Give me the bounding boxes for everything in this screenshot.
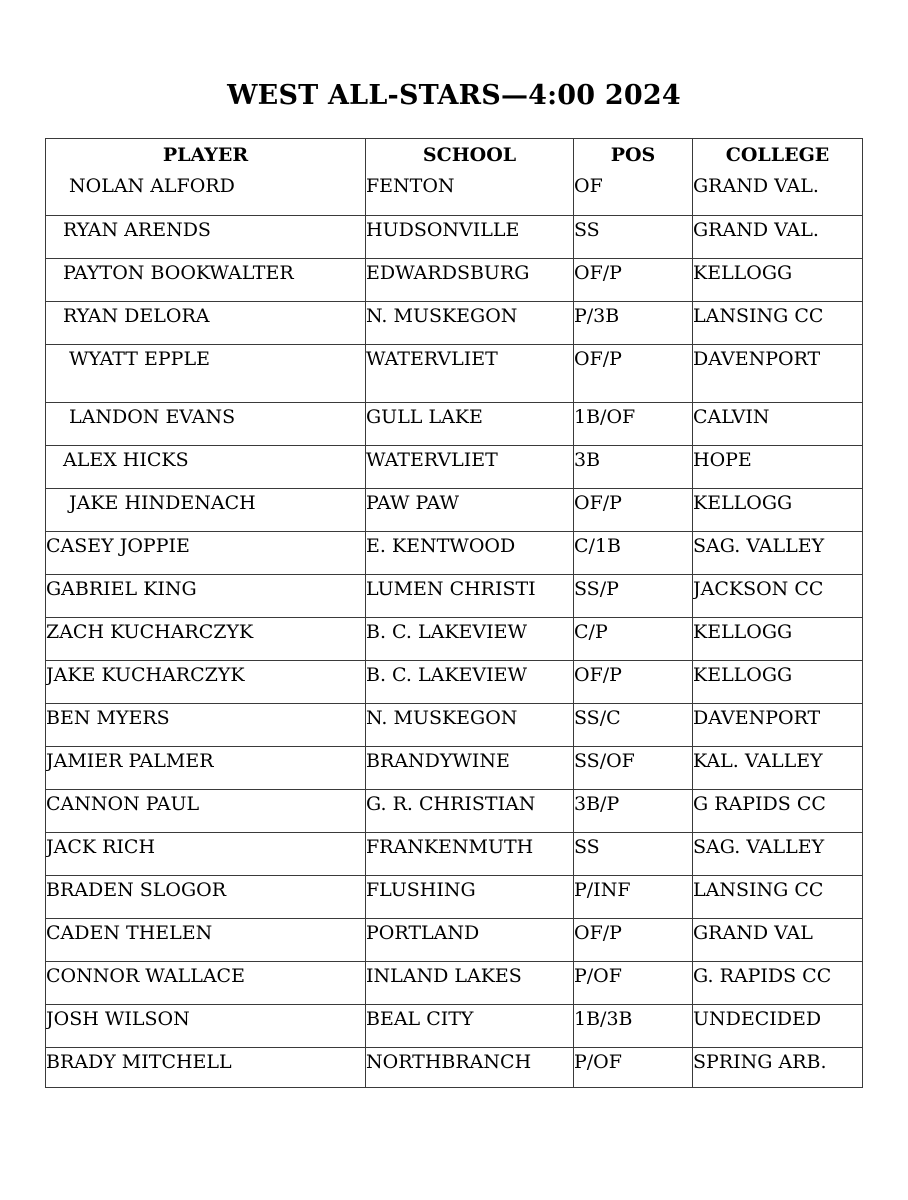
pos-cell: SS/P <box>574 574 693 617</box>
college-cell: KELLOGG <box>693 617 863 660</box>
school-cell: HUDSONVILLE <box>366 215 574 258</box>
table-row <box>46 918 863 961</box>
pos-cell: OF/P <box>574 488 693 531</box>
player-cell: JOSH WILSON <box>46 1004 366 1047</box>
player-cell: BRADY MITCHELL <box>46 1047 366 1087</box>
header-player: PLAYER <box>46 139 366 173</box>
player-cell: GABRIEL KING <box>46 574 366 617</box>
table-row <box>46 402 863 445</box>
table-row <box>46 215 863 258</box>
pos-cell: P/OF <box>574 1047 693 1087</box>
pos-cell: P/INF <box>574 875 693 918</box>
school-cell: N. MUSKEGON <box>366 301 574 344</box>
player-cell: WYATT EPPLE <box>46 344 366 402</box>
pos-cell: OF/P <box>574 344 693 402</box>
school-cell: FENTON <box>366 172 574 215</box>
school-cell: BRANDYWINE <box>366 746 574 789</box>
school-cell: N. MUSKEGON <box>366 703 574 746</box>
table-row <box>46 961 863 1004</box>
pos-cell: SS <box>574 215 693 258</box>
school-cell: GULL LAKE <box>366 402 574 445</box>
player-cell: RYAN DELORA <box>46 301 366 344</box>
player-cell: CANNON PAUL <box>46 789 366 832</box>
college-cell: DAVENPORT <box>693 703 863 746</box>
college-cell: GRAND VAL <box>693 918 863 961</box>
player-cell: NOLAN ALFORD <box>46 172 366 215</box>
player-cell: CADEN THELEN <box>46 918 366 961</box>
player-cell: JAKE HINDENACH <box>46 488 366 531</box>
header-pos: POS <box>574 139 693 173</box>
table-row <box>46 1004 863 1047</box>
pos-cell: SS/C <box>574 703 693 746</box>
pos-cell: OF <box>574 172 693 215</box>
header-row <box>46 139 863 173</box>
college-cell: SAG. VALLEY <box>693 531 863 574</box>
table-row <box>46 258 863 301</box>
college-cell: CALVIN <box>693 402 863 445</box>
header-college: COLLEGE <box>693 139 863 173</box>
college-cell: DAVENPORT <box>693 344 863 402</box>
table-row <box>46 344 863 402</box>
player-cell: RYAN ARENDS <box>46 215 366 258</box>
school-cell: FLUSHING <box>366 875 574 918</box>
player-cell: BEN MYERS <box>46 703 366 746</box>
school-cell: WATERVLIET <box>366 445 574 488</box>
college-cell: KAL. VALLEY <box>693 746 863 789</box>
table-row <box>46 832 863 875</box>
pos-cell: P/3B <box>574 301 693 344</box>
college-cell: KELLOGG <box>693 258 863 301</box>
school-cell: WATERVLIET <box>366 344 574 402</box>
player-cell: JACK RICH <box>46 832 366 875</box>
school-cell: B. C. LAKEVIEW <box>366 617 574 660</box>
table-row <box>46 617 863 660</box>
pos-cell: OF/P <box>574 660 693 703</box>
player-cell: PAYTON BOOKWALTER <box>46 258 366 301</box>
player-cell: ZACH KUCHARCZYK <box>46 617 366 660</box>
pos-cell: C/1B <box>574 531 693 574</box>
player-cell: JAMIER PALMER <box>46 746 366 789</box>
table-row <box>46 746 863 789</box>
table-row <box>46 660 863 703</box>
college-cell: GRAND VAL. <box>693 215 863 258</box>
pos-cell: 1B/OF <box>574 402 693 445</box>
school-cell: EDWARDSBURG <box>366 258 574 301</box>
pos-cell: SS/OF <box>574 746 693 789</box>
college-cell: G. RAPIDS CC <box>693 961 863 1004</box>
college-cell: KELLOGG <box>693 660 863 703</box>
college-cell: SAG. VALLEY <box>693 832 863 875</box>
school-cell: B. C. LAKEVIEW <box>366 660 574 703</box>
school-cell: FRANKENMUTH <box>366 832 574 875</box>
player-cell: CASEY JOPPIE <box>46 531 366 574</box>
school-cell: LUMEN CHRISTI <box>366 574 574 617</box>
player-cell: JAKE KUCHARCZYK <box>46 660 366 703</box>
pos-cell: OF/P <box>574 258 693 301</box>
college-cell: LANSING CC <box>693 301 863 344</box>
player-cell: CONNOR WALLACE <box>46 961 366 1004</box>
college-cell: LANSING CC <box>693 875 863 918</box>
school-cell: BEAL CITY <box>366 1004 574 1047</box>
pos-cell: C/P <box>574 617 693 660</box>
table-row <box>46 301 863 344</box>
college-cell: SPRING ARB. <box>693 1047 863 1087</box>
table-row <box>46 488 863 531</box>
pos-cell: 3B/P <box>574 789 693 832</box>
table-row <box>46 531 863 574</box>
college-cell: G RAPIDS CC <box>693 789 863 832</box>
player-cell: LANDON EVANS <box>46 402 366 445</box>
table-row <box>46 172 863 215</box>
pos-cell: 1B/3B <box>574 1004 693 1047</box>
school-cell: G. R. CHRISTIAN <box>366 789 574 832</box>
table-row <box>46 789 863 832</box>
pos-cell: SS <box>574 832 693 875</box>
table-row <box>46 445 863 488</box>
school-cell: NORTHBRANCH <box>366 1047 574 1087</box>
pos-cell: 3B <box>574 445 693 488</box>
school-cell: PAW PAW <box>366 488 574 531</box>
table-row <box>46 875 863 918</box>
pos-cell: OF/P <box>574 918 693 961</box>
player-cell: BRADEN SLOGOR <box>46 875 366 918</box>
table-row <box>46 703 863 746</box>
header-school: SCHOOL <box>366 139 574 173</box>
college-cell: UNDECIDED <box>693 1004 863 1047</box>
pos-cell: P/OF <box>574 961 693 1004</box>
school-cell: E. KENTWOOD <box>366 531 574 574</box>
table-row <box>46 1047 863 1087</box>
table-row <box>46 574 863 617</box>
school-cell: INLAND LAKES <box>366 961 574 1004</box>
college-cell: GRAND VAL. <box>693 172 863 215</box>
school-cell: PORTLAND <box>366 918 574 961</box>
college-cell: JACKSON CC <box>693 574 863 617</box>
roster-table <box>45 138 863 1088</box>
player-cell: ALEX HICKS <box>46 445 366 488</box>
college-cell: HOPE <box>693 445 863 488</box>
college-cell: KELLOGG <box>693 488 863 531</box>
page-title: WEST ALL-STARS—4:00 2024 <box>227 80 681 111</box>
